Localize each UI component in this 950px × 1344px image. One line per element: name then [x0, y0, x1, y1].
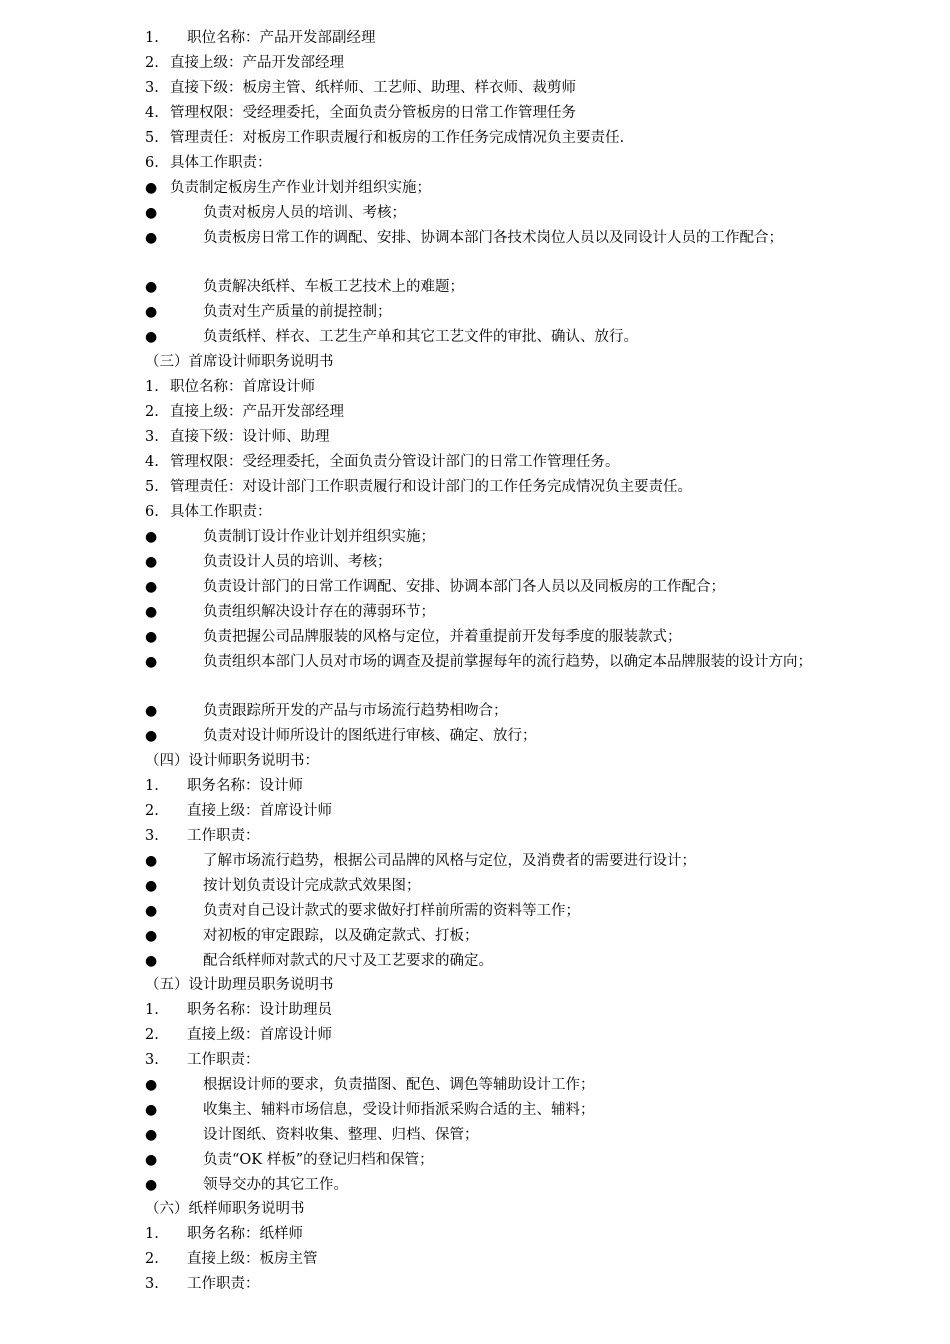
list-item [145, 400, 815, 425]
list-item [145, 151, 815, 176]
bullet-icon: ● [145, 205, 158, 221]
item-number: 1. [145, 778, 159, 794]
item-number: 4. [145, 454, 159, 470]
item-number: 3. [145, 1052, 159, 1068]
list-item [145, 1023, 815, 1048]
item-number: 3. [145, 80, 159, 96]
item-number: 1. [145, 30, 159, 46]
bullet-item [145, 300, 815, 325]
list-item [145, 450, 815, 475]
item-text: 直接上级：首席设计师 [187, 803, 332, 819]
list-item [145, 500, 815, 525]
bullet-icon: ● [145, 728, 158, 744]
bullet-text: 负责组织解决设计存在的薄弱环节； [203, 604, 435, 620]
bullet-item [145, 650, 815, 675]
item-text: 管理权限：受经理委托，全面负责分管板房的日常工作管理任务 [170, 105, 576, 121]
bullet-text: 负责解决纸样、车板工艺技术上的难题； [203, 279, 464, 295]
bullet-item [145, 176, 815, 201]
bullet-icon: ● [145, 604, 158, 620]
item-number: 3. [145, 1276, 159, 1292]
bullet-text: 负责对板房人员的培训、考核； [203, 205, 406, 221]
bullet-item [145, 1098, 815, 1123]
bullet-item [145, 1148, 815, 1173]
list-item [145, 824, 815, 849]
item-number: 1. [145, 379, 159, 395]
bullet-item [145, 924, 815, 949]
item-text: 管理权限：受经理委托，全面负责分管设计部门的日常工作管理任务。 [170, 454, 620, 470]
bullet-icon: ● [145, 878, 158, 894]
item-text: 工作职责： [187, 1276, 260, 1292]
list-item [145, 1048, 815, 1073]
bullet-item [145, 201, 815, 226]
bullet-text: 对初板的审定跟踪，以及确定款式、打板； [203, 928, 479, 944]
bullet-icon: ● [145, 953, 158, 969]
item-text: 管理责任：对设计部门工作职责履行和设计部门的工作任务完成情况负主要责任。 [170, 479, 692, 495]
section-heading: （四）设计师职务说明书： [145, 753, 319, 769]
item-number: 6. [145, 504, 159, 520]
list-item [145, 998, 815, 1023]
bullet-item [145, 699, 815, 724]
list-item [145, 101, 815, 126]
list-item [145, 475, 815, 500]
list-item [145, 375, 815, 400]
list-item [145, 51, 815, 76]
bullet-icon: ● [145, 529, 158, 545]
bullet-text: 负责把握公司品牌服装的风格与定位，并着重提前开发每季度的服装款式； [203, 629, 682, 645]
bullet-icon: ● [145, 928, 158, 944]
bullet-item [145, 275, 815, 300]
bullet-icon: ● [145, 903, 158, 919]
bullet-icon: ● [145, 1177, 158, 1193]
bullet-text: 收集主、辅料市场信息，受设计师指派采购合适的主、辅料； [203, 1102, 595, 1118]
bullet-item [145, 1073, 815, 1098]
item-text: 直接上级：产品开发部经理 [170, 55, 344, 71]
bullet-icon: ● [145, 230, 158, 246]
bullet-icon: ● [145, 703, 158, 719]
item-text: 直接上级：首席设计师 [187, 1027, 332, 1043]
item-text: 直接下级：设计师、助理 [170, 429, 330, 445]
item-text: 直接上级：板房主管 [187, 1251, 318, 1267]
item-text: 职务名称：设计助理员 [187, 1002, 332, 1018]
bullet-text: 按计划负责设计完成款式效果图； [203, 878, 421, 894]
bullet-item [145, 949, 815, 974]
item-number: 3. [145, 429, 159, 445]
bullet-text: 负责“OK 样板”的登记归档和保管； [203, 1152, 434, 1168]
item-number: 4. [145, 105, 159, 121]
item-number: 5. [145, 479, 159, 495]
bullet-text: 配合纸样师对款式的尺寸及工艺要求的确定。 [203, 953, 493, 969]
bullet-item [145, 1123, 815, 1148]
item-text: 职位名称：首席设计师 [170, 379, 315, 395]
item-text: 工作职责： [187, 828, 260, 844]
bullet-text: 负责制定板房生产作业计划并组织实施； [170, 180, 431, 196]
section-heading: （六）纸样师职务说明书 [145, 1201, 305, 1217]
item-number: 1. [145, 1002, 159, 1018]
bullet-icon: ● [145, 180, 158, 196]
item-text: 工作职责： [187, 1052, 260, 1068]
list-item [145, 26, 815, 51]
item-number: 2. [145, 1251, 159, 1267]
bullet-item [145, 525, 815, 550]
bullet-text: 设计图纸、资料收集、整理、归档、保管； [203, 1127, 479, 1143]
bullet-icon: ● [145, 304, 158, 320]
list-item [145, 1272, 815, 1297]
list-item [145, 799, 815, 824]
bullet-item [145, 1173, 815, 1198]
item-number: 5. [145, 130, 159, 146]
bullet-text: 负责板房日常工作的调配、安排、协调本部门各技术岗位人员以及同设计人员的工作配合； [203, 230, 783, 246]
bullet-item [145, 625, 815, 650]
bullet-icon: ● [145, 579, 158, 595]
bullet-text: 根据设计师的要求，负责描图、配色、调色等辅助设计工作； [203, 1077, 595, 1093]
bullet-text: 负责跟踪所开发的产品与市场流行趋势相吻合； [203, 703, 508, 719]
bullet-item [145, 550, 815, 575]
list-item [145, 126, 815, 151]
bullet-text: 负责设计人员的培训、考核； [203, 554, 392, 570]
item-text: 直接上级：产品开发部经理 [170, 404, 344, 420]
item-number: 1. [145, 1226, 159, 1242]
bullet-text: 了解市场流行趋势，根据公司品牌的风格与定位，及消费者的需要进行设计； [203, 853, 696, 869]
item-number: 2. [145, 55, 159, 71]
item-number: 2. [145, 1027, 159, 1043]
item-text: 职位名称：产品开发部副经理 [187, 30, 376, 46]
bullet-icon: ● [145, 629, 158, 645]
bullet-icon: ● [145, 1152, 158, 1168]
section-heading: （三）首席设计师职务说明书 [145, 354, 334, 370]
bullet-item [145, 724, 815, 749]
item-text: 直接下级：板房主管、纸样师、工艺师、助理、样衣师、裁剪师 [170, 80, 576, 96]
bullet-text: 负责对生产质量的前提控制； [203, 304, 392, 320]
bullet-text: 负责设计部门的日常工作调配、安排、协调本部门各人员以及同板房的工作配合； [203, 579, 725, 595]
bullet-item [145, 849, 815, 874]
bullet-item [145, 226, 815, 251]
bullet-text: 负责对设计师所设计的图纸进行审核、确定、放行； [203, 728, 537, 744]
bullet-icon: ● [145, 853, 158, 869]
bullet-icon: ● [145, 1102, 158, 1118]
list-item [145, 425, 815, 450]
bullet-icon: ● [145, 554, 158, 570]
bullet-icon: ● [145, 279, 158, 295]
item-number: 6. [145, 155, 159, 171]
bullet-item [145, 575, 815, 600]
bullet-text: 负责组织本部门人员对市场的调查及提前掌握每年的流行趋势，以确定本品牌服装的设计方向； [203, 654, 812, 670]
section-heading: （五）设计助理员职务说明书 [145, 977, 334, 993]
bullet-item [145, 874, 815, 899]
item-text: 职务名称：纸样师 [187, 1226, 303, 1242]
bullet-icon: ● [145, 1077, 158, 1093]
bullet-text: 负责纸样、样衣、工艺生产单和其它工艺文件的审批、确认、放行。 [203, 329, 638, 345]
item-text: 管理责任：对板房工作职责履行和板房的工作任务完成情况负主要责任. [170, 130, 625, 146]
item-number: 3. [145, 828, 159, 844]
bullet-item [145, 325, 815, 350]
bullet-icon: ● [145, 329, 158, 345]
item-number: 2. [145, 404, 159, 420]
bullet-icon: ● [145, 1127, 158, 1143]
bullet-text: 负责对自己设计款式的要求做好打样前所需的资料等工作； [203, 903, 580, 919]
bullet-item [145, 899, 815, 924]
bullet-text: 领导交办的其它工作。 [203, 1177, 348, 1193]
item-text: 职务名称：设计师 [187, 778, 303, 794]
bullet-text: 负责制订设计作业计划并组织实施； [203, 529, 435, 545]
item-text: 具体工作职责： [170, 504, 272, 520]
list-item [145, 1222, 815, 1247]
list-item [145, 1247, 815, 1272]
bullet-item [145, 600, 815, 625]
list-item [145, 76, 815, 101]
list-item [145, 774, 815, 799]
item-number: 2. [145, 803, 159, 819]
item-text: 具体工作职责： [170, 155, 272, 171]
bullet-icon: ● [145, 654, 158, 670]
